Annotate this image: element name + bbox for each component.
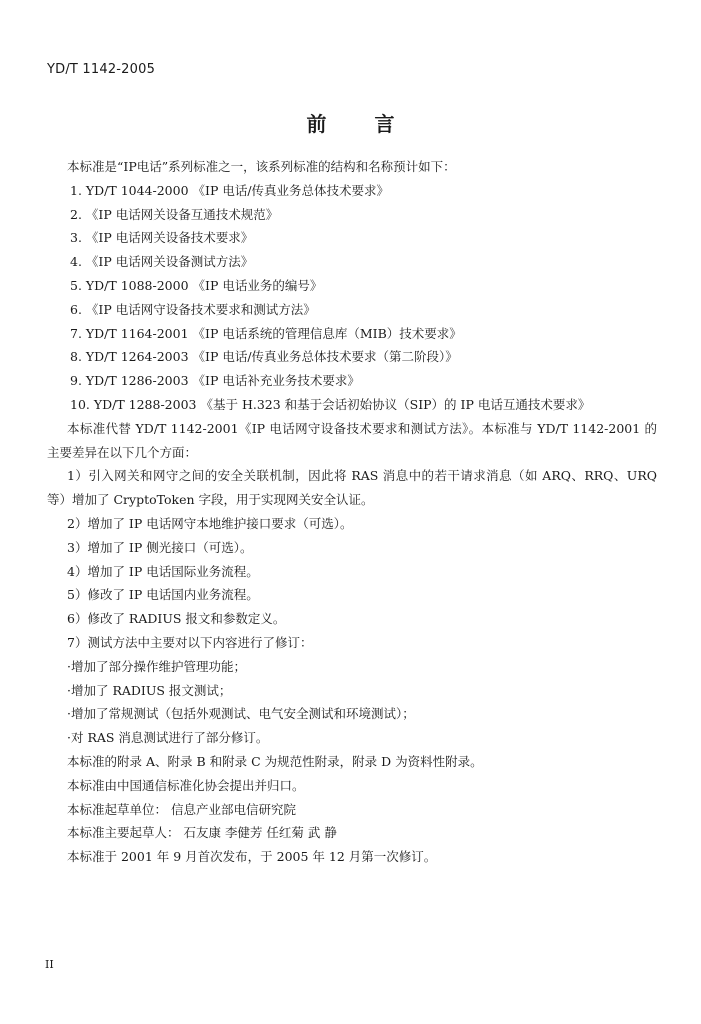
series-item-7: 7. YD/T 1164-2001 《IP 电话系统的管理信息库（MIB）技术要求》 — [70, 325, 462, 341]
diff-item-7: 7）测试方法中主要对以下内容进行了修订： — [67, 634, 313, 650]
diff-item-3: 3）增加了 IP 侧光接口（可选）。 — [67, 539, 253, 555]
release-history: 本标准于 2001 年 9 月首次发布，于 2005 年 12 月第一次修订。 — [67, 849, 437, 865]
diff-item-2: 2）增加了 IP 电话网守本地维护接口要求（可选）。 — [67, 515, 353, 531]
page-title: 前言 — [306, 112, 443, 136]
foreword-body — [47, 155, 657, 869]
test-item-4: ·对 RAS 消息测试进行了部分修订。 — [67, 730, 269, 746]
test-item-2: ·增加了 RADIUS 报文测试； — [67, 682, 232, 698]
page-number: II — [45, 958, 54, 971]
series-item-1: 1. YD/T 1044-2000 《IP 电话/传真业务总体技术要求》 — [70, 182, 390, 198]
series-item-2: 2. 《IP 电话网关设备互通技术规范》 — [70, 206, 279, 222]
series-item-5: 5. YD/T 1088-2000 《IP 电话业务的编号》 — [70, 277, 323, 293]
proposer-statement: 本标准由中国通信标准化协会提出并归口。 — [67, 777, 305, 793]
diff-item-4: 4）增加了 IP 电话国际业务流程。 — [67, 563, 259, 579]
series-item-4: 4. 《IP 电话网关设备测试方法》 — [70, 254, 254, 270]
replace-paragraph: 本标准代替 YD/T 1142-2001《IP 电话网守设备技术要求和测试方法》。本标准与 YD/T 1142-2001 的主要差异在以下几个方面： — [47, 420, 657, 460]
series-item-3: 3. 《IP 电话网关设备技术要求》 — [70, 230, 254, 246]
document-code: YD/T 1142-2005 — [47, 62, 156, 77]
main-drafters: 本标准主要起草人： 石友康 李健芳 任红菊 武 静 — [67, 825, 337, 841]
series-item-8: 8. YD/T 1264-2003 《IP 电话/传真业务总体技术要求（第二阶段）》 — [70, 349, 458, 365]
series-item-6: 6. 《IP 电话网守设备技术要求和测试方法》 — [70, 301, 316, 317]
series-item-10: 10. YD/T 1288-2003 《基于 H.323 和基于会话初始协议（SIP）的 IP 电话互通技术要求》 — [70, 396, 591, 412]
diff-item-1: 1）引入网关和网守之间的安全关联机制，因此将 RAS 消息中的若干请求消息（如 ARQ、RRQ、URQ 等）增加了 CryptoToken 字段，用于实现网关安全认证。 — [47, 468, 657, 508]
drafting-unit: 本标准起草单位： 信息产业部电信研究院 — [67, 801, 296, 817]
diff-item-6: 6）修改了 RADIUS 报文和参数定义。 — [67, 611, 286, 627]
test-item-1: ·增加了部分操作维护管理功能； — [67, 658, 246, 674]
test-item-3: ·增加了常规测试（包括外观测试、电气安全测试和环境测试）； — [67, 706, 415, 722]
diff-item-5: 5）修改了 IP 电话国内业务流程。 — [67, 587, 259, 603]
intro-paragraph: 本标准是“IP电话”系列标准之一，该系列标准的结构和名称预计如下： — [67, 159, 456, 174]
series-item-9: 9. YD/T 1286-2003 《IP 电话补充业务技术要求》 — [70, 373, 360, 389]
appendix-statement: 本标准的附录 A、附录 B 和附录 C 为规范性附录，附录 D 为资料性附录。 — [67, 753, 483, 769]
